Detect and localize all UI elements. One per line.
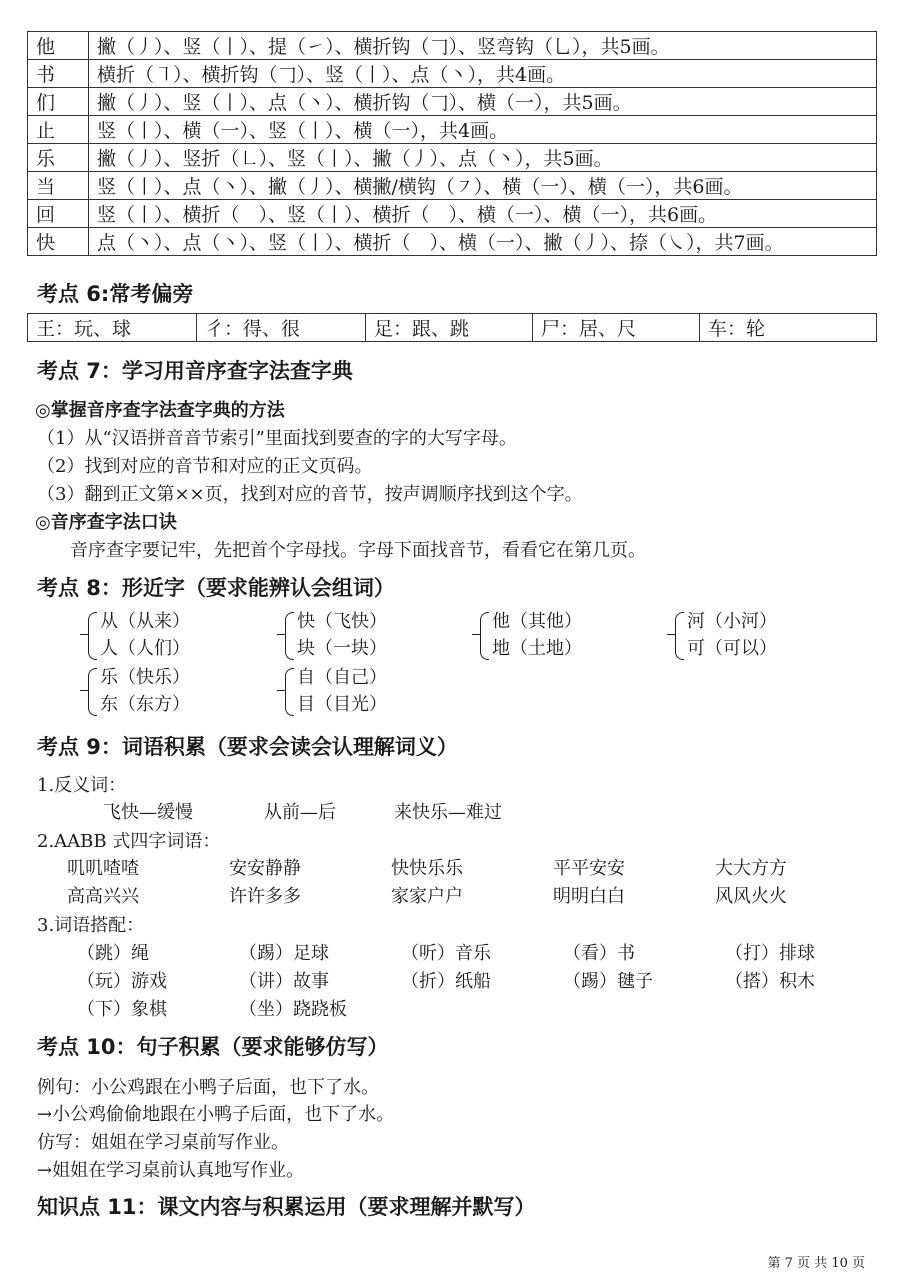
rhyme-text: 音序查字要记牢，先把首个字母找。字母下面找音节，看看它在第几页。 bbox=[70, 540, 646, 561]
pair-item: 块（一块） bbox=[297, 638, 387, 659]
stroke-char: 书 bbox=[28, 60, 89, 88]
stroke-sequence: 竖（丨）、横（一）、竖（丨）、横（一），共4画。 bbox=[89, 116, 877, 144]
sentence-line: →姐姐在学习桌前认真地写作业。 bbox=[37, 1160, 305, 1181]
stroke-char: 他 bbox=[28, 32, 89, 60]
brace-icon bbox=[480, 612, 489, 660]
similar-char-pair bbox=[88, 608, 190, 662]
method-subtitle: ◎掌握音序查字法查字典的方法 bbox=[35, 400, 285, 421]
pair-item: 从（从来） bbox=[100, 611, 190, 632]
brace-icon bbox=[285, 668, 294, 716]
section-10-title: 考点 10：句子积累（要求能够仿写） bbox=[37, 1035, 389, 1059]
method-step: （2）找到对应的音节和对应的正文页码。 bbox=[37, 456, 373, 477]
aabb-word: 风风火火 bbox=[715, 886, 787, 907]
antonym-item: 飞快—缓慢 bbox=[103, 802, 193, 823]
similar-char-pair bbox=[285, 608, 387, 662]
collocation-row bbox=[77, 995, 347, 1021]
aabb-word: 许许多多 bbox=[229, 886, 301, 907]
stroke-row bbox=[28, 116, 877, 144]
stroke-row bbox=[28, 60, 877, 88]
page-number: 第 7 页 共 10 页 bbox=[767, 1256, 865, 1271]
stroke-row bbox=[28, 228, 877, 256]
antonym-item: 来快乐—难过 bbox=[394, 802, 502, 823]
collocation-word: （搭）积木 bbox=[725, 971, 815, 992]
aabb-word: 高高兴兴 bbox=[67, 886, 139, 907]
stroke-order-table bbox=[27, 31, 877, 256]
stroke-row bbox=[28, 172, 877, 200]
collocation-word: （跳）绳 bbox=[77, 943, 149, 964]
radical-cell: 车：轮 bbox=[700, 314, 877, 342]
brace-icon bbox=[675, 612, 684, 660]
stroke-char: 当 bbox=[28, 172, 89, 200]
sentence-line: →小公鸡偷偷地跟在小鸭子后面，也下了水。 bbox=[37, 1104, 395, 1125]
sentence-line: 仿写：姐姐在学习桌前写作业。 bbox=[37, 1132, 289, 1153]
section-8-title: 考点 8：形近字（要求能辨认会组词） bbox=[37, 576, 395, 600]
collocation-row bbox=[77, 967, 815, 993]
aabb-subtitle: 2.AABB 式四字词语： bbox=[37, 831, 221, 852]
stroke-char: 乐 bbox=[28, 144, 89, 172]
radical-cell: 王：玩、球 bbox=[28, 314, 197, 342]
pair-item: 目（目光） bbox=[297, 694, 387, 715]
pair-item: 快（飞快） bbox=[297, 611, 387, 632]
pair-item: 乐（快乐） bbox=[100, 667, 190, 688]
pair-item: 地（土地） bbox=[492, 638, 582, 659]
aabb-row bbox=[67, 854, 787, 880]
pair-item: 东（东方） bbox=[100, 694, 190, 715]
collocation-word: （打）排球 bbox=[725, 943, 815, 964]
pair-item: 他（其他） bbox=[492, 611, 582, 632]
radical-table bbox=[27, 313, 877, 342]
brace-icon bbox=[285, 612, 294, 660]
method-step: （1）从“汉语拼音音节索引”里面找到要查的字的大写字母。 bbox=[37, 428, 517, 449]
stroke-row bbox=[28, 144, 877, 172]
aabb-word: 平平安安 bbox=[553, 858, 625, 879]
pair-item: 河（小河） bbox=[687, 611, 777, 632]
similar-char-pair bbox=[88, 664, 190, 718]
stroke-row bbox=[28, 32, 877, 60]
stroke-sequence: 撇（丿）、竖（丨）、点（丶）、横折钩（𠃌）、横（一），共5画。 bbox=[89, 88, 877, 116]
stroke-sequence: 竖（丨）、点（丶）、撇（丿）、横撇/横钩（㇇）、横（一）、横（一），共6画。 bbox=[89, 172, 877, 200]
collocation-word: （看）书 bbox=[563, 943, 635, 964]
antonym-item: 从前—后 bbox=[264, 802, 336, 823]
stroke-char: 快 bbox=[28, 228, 89, 256]
method-step: （3）翻到正文第××页，找到对应的音节，按声调顺序找到这个字。 bbox=[37, 484, 583, 505]
aabb-word: 明明白白 bbox=[553, 886, 625, 907]
collocation-word: （折）纸船 bbox=[401, 971, 491, 992]
stroke-char: 回 bbox=[28, 200, 89, 228]
stroke-sequence: 点（丶）、点（丶）、竖（丨）、横折（ ）、横（一）、撇（丿）、捺（㇏），共7画。 bbox=[89, 228, 877, 256]
aabb-row bbox=[67, 882, 787, 908]
stroke-char: 们 bbox=[28, 88, 89, 116]
stroke-row bbox=[28, 88, 877, 116]
radical-cell: 尸：居、尺 bbox=[533, 314, 700, 342]
section-7-title: 考点 7：学习用音序查字法查字典 bbox=[37, 359, 353, 383]
collocation-word: （玩）游戏 bbox=[77, 971, 167, 992]
stroke-sequence: 撇（丿）、竖折（㇗）、竖（丨）、撇（丿）、点（丶），共5画。 bbox=[89, 144, 877, 172]
stroke-sequence: 竖（丨）、横折（ ）、竖（丨）、横折（ ）、横（一）、横（一），共6画。 bbox=[89, 200, 877, 228]
section-11-title: 知识点 11：课文内容与积累运用（要求理解并默写） bbox=[37, 1195, 536, 1219]
rhyme-subtitle: ◎音序查字法口诀 bbox=[35, 512, 177, 533]
brace-icon bbox=[88, 612, 97, 660]
similar-char-pair bbox=[285, 664, 387, 718]
collocation-row bbox=[77, 939, 815, 965]
section-9-title: 考点 9：词语积累（要求会读会认理解词义） bbox=[37, 735, 458, 759]
radical-cell: 足：跟、跳 bbox=[366, 314, 533, 342]
brace-icon bbox=[88, 668, 97, 716]
collocation-word: （听）音乐 bbox=[401, 943, 491, 964]
collocation-word: （踢）足球 bbox=[239, 943, 329, 964]
collocation-word: （踢）毽子 bbox=[563, 971, 653, 992]
sentence-line: 例句：小公鸡跟在小鸭子后面，也下了水。 bbox=[37, 1077, 379, 1098]
collocation-word: （下）象棋 bbox=[77, 999, 167, 1020]
radical-cell: 彳：得、很 bbox=[197, 314, 366, 342]
section-6-title: 考点 6:常考偏旁 bbox=[37, 282, 194, 306]
aabb-word: 家家户户 bbox=[391, 886, 463, 907]
stroke-row bbox=[28, 200, 877, 228]
collocation-word: （坐）跷跷板 bbox=[239, 999, 347, 1020]
antonym-subtitle: 1.反义词： bbox=[37, 775, 127, 796]
aabb-word: 叽叽喳喳 bbox=[67, 858, 139, 879]
stroke-char: 止 bbox=[28, 116, 89, 144]
collocation-word: （讲）故事 bbox=[239, 971, 329, 992]
similar-char-pair bbox=[675, 608, 777, 662]
pair-item: 人（人们） bbox=[100, 638, 190, 659]
aabb-word: 安安静静 bbox=[229, 858, 301, 879]
stroke-sequence: 撇（丿）、竖（丨）、提（㇀）、横折钩（𠃌）、竖弯钩（乚），共5画。 bbox=[89, 32, 877, 60]
pair-item: 可（可以） bbox=[687, 638, 777, 659]
stroke-sequence: 横折（㇕）、横折钩（𠃌）、竖（丨）、点（丶），共4画。 bbox=[89, 60, 877, 88]
pair-item: 自（自己） bbox=[297, 667, 387, 688]
collocation-subtitle: 3.词语搭配： bbox=[37, 915, 145, 936]
aabb-word: 快快乐乐 bbox=[391, 858, 463, 879]
aabb-word: 大大方方 bbox=[715, 858, 787, 879]
similar-char-pair bbox=[480, 608, 582, 662]
